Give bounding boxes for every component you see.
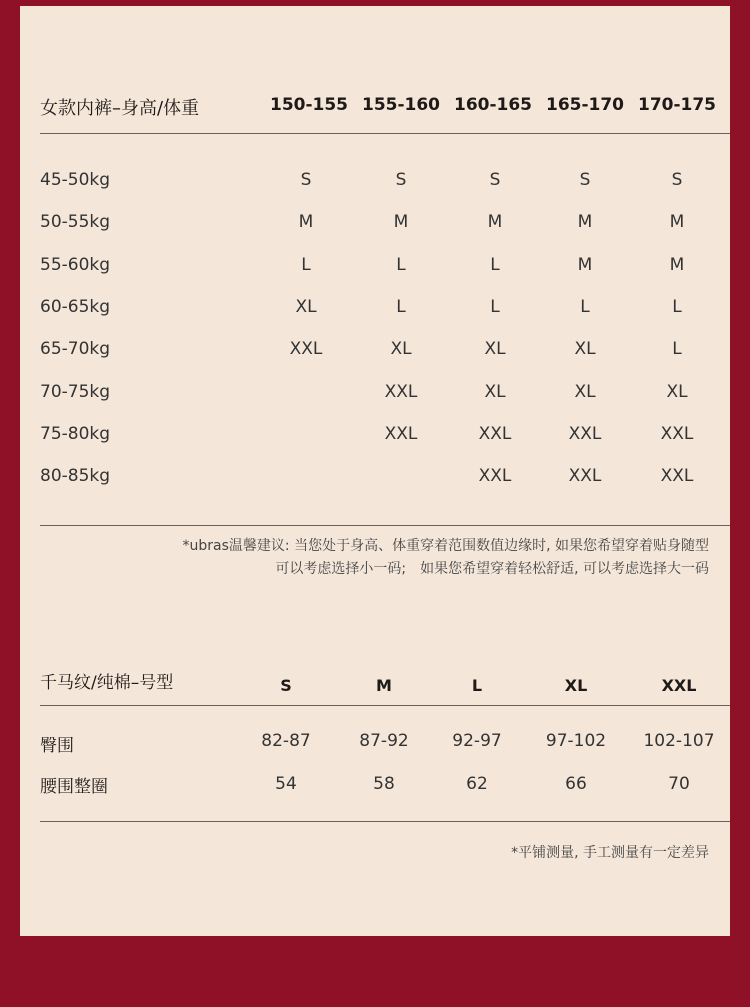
weight-row-label: 60-65kg — [40, 297, 111, 317]
size-cell: L — [672, 339, 682, 359]
size-cell: XXL — [384, 424, 418, 444]
size-col-header: XXL — [661, 676, 697, 695]
size-advice-note: *ubras温馨建议: 当您处于身高、体重穿着范围数值边缘时, 如果您希望穿着贴身随型 — [182, 538, 709, 554]
size-cell: XXL — [660, 466, 694, 486]
hip-value: 92-97 — [452, 731, 502, 751]
size-cell: XXL — [384, 382, 418, 402]
size-chart-card — [20, 6, 730, 936]
size-cell: M — [669, 212, 685, 232]
weight-row-label: 70-75kg — [40, 382, 111, 402]
size-cell: XL — [390, 339, 412, 359]
size-cell: M — [577, 212, 593, 232]
size-cell: M — [393, 212, 409, 232]
measure-note: *平铺测量, 手工测量有一定差异 — [511, 845, 709, 861]
hip-value: 87-92 — [359, 731, 409, 751]
size-cell: L — [490, 297, 500, 317]
size-cell: XL — [574, 339, 596, 359]
weight-row-label: 50-55kg — [40, 212, 111, 232]
table2-header-divider — [40, 705, 730, 706]
height-col-header: 170-175 — [637, 95, 717, 115]
weight-row-label: 75-80kg — [40, 424, 111, 444]
size-cell: XXL — [478, 466, 512, 486]
size-col-header: M — [376, 676, 392, 695]
hip-value: 102-107 — [643, 731, 715, 751]
size-cell: M — [577, 255, 593, 275]
size-cell: M — [669, 255, 685, 275]
waist-value: 70 — [668, 774, 690, 794]
size-cell: M — [487, 212, 503, 232]
waist-label: 腰围整圈 — [40, 777, 108, 797]
size-cell: L — [396, 297, 406, 317]
size-cell: L — [672, 297, 682, 317]
size-col-header: S — [280, 676, 292, 695]
size-cell: S — [671, 170, 683, 190]
weight-row-label: 55-60kg — [40, 255, 111, 275]
weight-row-label: 45-50kg — [40, 170, 111, 190]
height-col-header: 150-155 — [269, 95, 349, 115]
weight-row-label: 65-70kg — [40, 339, 111, 359]
size-cell: XXL — [568, 466, 602, 486]
size-cell: L — [490, 255, 500, 275]
size-advice-note: 可以考虑选择小一码; 如果您希望穿着轻松舒适, 可以考虑选择大一码 — [275, 561, 709, 577]
hip-label: 臀围 — [40, 736, 74, 756]
height-col-header: 160-165 — [453, 95, 533, 115]
size-cell: S — [300, 170, 312, 190]
size-cell: XXL — [660, 424, 694, 444]
size-col-header: XL — [564, 676, 588, 695]
hip-value: 97-102 — [545, 731, 607, 751]
size-cell: S — [579, 170, 591, 190]
height-col-header: 155-160 — [361, 95, 441, 115]
size-cell: S — [489, 170, 501, 190]
size-cell: XL — [574, 382, 596, 402]
table1-title: 女款内裤–身高/体重 — [40, 98, 200, 119]
waist-value: 62 — [466, 774, 488, 794]
size-cell: XL — [484, 339, 506, 359]
size-cell: S — [395, 170, 407, 190]
size-cell: L — [301, 255, 311, 275]
size-cell: L — [580, 297, 590, 317]
hip-value: 82-87 — [261, 731, 311, 751]
height-col-header: 165-170 — [545, 95, 625, 115]
table1-bottom-divider — [40, 525, 730, 526]
table2-title: 千马纹/纯棉–号型 — [40, 673, 174, 693]
weight-row-label: 80-85kg — [40, 466, 111, 486]
size-cell: M — [298, 212, 314, 232]
size-cell: L — [396, 255, 406, 275]
size-cell: XL — [666, 382, 688, 402]
table2-bottom-divider — [40, 821, 730, 822]
waist-value: 54 — [275, 774, 297, 794]
waist-value: 66 — [565, 774, 587, 794]
size-cell: XXL — [289, 339, 323, 359]
waist-value: 58 — [373, 774, 395, 794]
size-cell: XXL — [568, 424, 602, 444]
size-col-header: L — [471, 676, 483, 695]
size-cell: XL — [295, 297, 317, 317]
size-cell: XL — [484, 382, 506, 402]
size-cell: XXL — [478, 424, 512, 444]
header-divider — [40, 133, 730, 134]
